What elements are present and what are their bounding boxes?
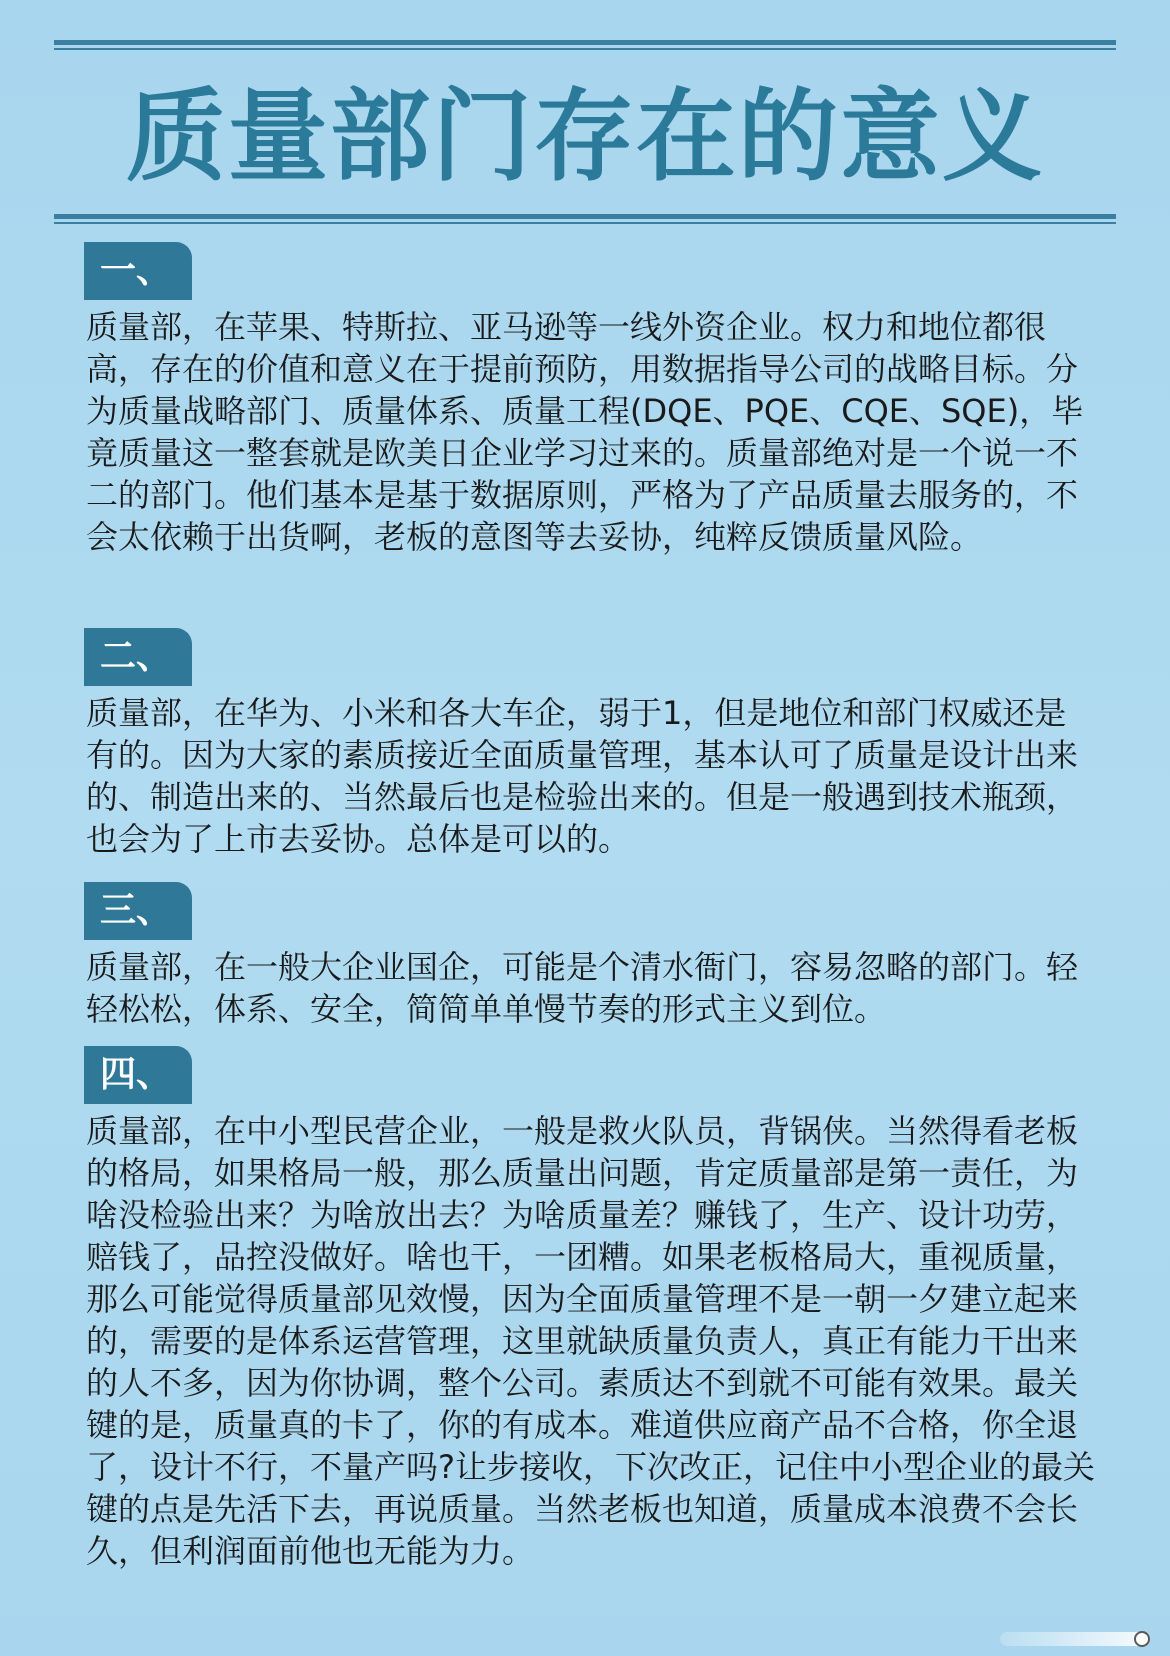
watermark-logo bbox=[1000, 1632, 1150, 1646]
section-2-badge: 二、 bbox=[84, 628, 192, 686]
section-1-text: 质量部，在苹果、特斯拉、亚马逊等一线外资企业。权力和地位都很高，存在的价值和意义在于提前预防，用数据指导公司的战略目标。分为质量战略部门、质量体系、质量工程(DQE、PQE、CQE、SQE)，毕竟质量这一整套就是欧美日企业学习过来的。质量部绝对是一个说一不二的部门。他们基本是基于数据原则，严格为了产品质量去服务的，不会太依赖于出货啊，老板的意图等去妥协，纯粹反馈质量风险。 bbox=[86, 308, 1084, 556]
section-3-badge: 三、 bbox=[84, 882, 192, 940]
section-4-badge: 四、 bbox=[84, 1046, 192, 1104]
section-1-badge: 一、 bbox=[84, 242, 192, 300]
section-3 bbox=[86, 882, 1096, 1030]
section-4-text: 质量部，在中小型民营企业，一般是救火队员，背锅侠。当然得看老板的格局，如果格局一般，那么质量出问题，肯定质量部是第一责任，为啥没检验出来？为啥放出去？为啥质量差？赚钱了，生产、设计功劳，赔钱了，品控没做好。啥也干，一团糟。如果老板格局大，重视质量，那么可能觉得质量部见效慢，因为全面质量管理不是一朝一夕建立起来的，需要的是体系运营管理，这里就缺质量负责人，真正有能力干出来的人不多，因为你协调，整个公司。素质达不到就不可能有效果。最关键的是，质量真的卡了，你的有成本。难道供应商产品不合格，你全退了，设计不行，不量产吗?让步接收，下次改正，记住中小型企业的最关键的点是先活下去，再说质量。当然老板也知道，质量成本浪费不会长久，但利润面前他也无能为力。 bbox=[86, 1112, 1095, 1570]
section-3-text: 质量部，在一般大企业国企，可能是个清水衙门，容易忽略的部门。轻轻松松，体系、安全，简简单单慢节奏的形式主义到位。 bbox=[86, 948, 1079, 1028]
section-2-text: 质量部，在华为、小米和各大车企，弱于1，但是地位和部门权威还是有的。因为大家的素质接近全面质量管理，基本认可了质量是设计出来的、制造出来的、当然最后也是检验出来的。但是一般遇到技术瓶颈，也会为了上市去妥协。总体是可以的。 bbox=[86, 694, 1079, 858]
top-divider bbox=[54, 40, 1116, 52]
section-2 bbox=[86, 628, 1096, 860]
page-title: 质量部门存在的意义 bbox=[126, 78, 1044, 195]
bottom-divider bbox=[54, 214, 1116, 226]
section-1 bbox=[86, 242, 1096, 558]
section-4 bbox=[86, 1046, 1096, 1572]
